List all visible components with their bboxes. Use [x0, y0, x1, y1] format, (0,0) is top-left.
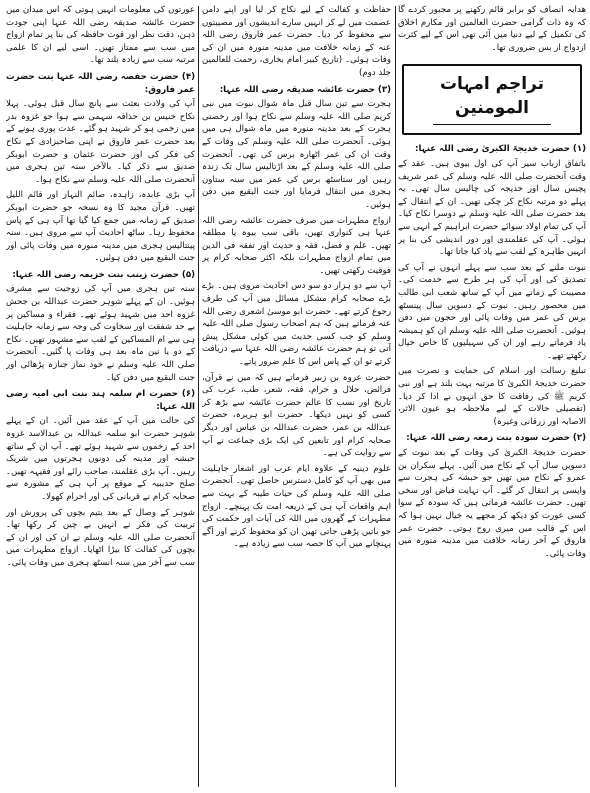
- column-divider-left: [198, 6, 199, 787]
- section-paragraph: آپ کی ولادت بعثت سے پانچ سال قبل ہوئی۔ پہلا نکاح خنیس بن حذافہ سہمی سے ہوا جو غزوہ بدر میں زخمی ہو کر شہید ہو گئے۔ عدت پوری ہونے کے بعد حضرت عمر فاروق نے اپنی صاحبزادی کے نکاح کی فکر کی اور حضرت عثمان و حضرت ابوبکر صدیق سے ذکر کیا۔ بالآخر سنہ تین ہجری میں آنحضرت صلی اللہ علیہ وسلم سے نکاح ہوا۔: [6, 99, 195, 185]
- section-paragraph: تبلیغ رسالت اور اسلام کی حمایت و نصرت میں حضرت خدیجۃ الکبریٰ کا مرتبہ بہت بلند ہے اور نبی کریم ﷺ کی رفاقت کا حق انہوں نے ادا کر دیا۔ (تفصیلی حالات کے لیے ملاحظہ ہو عیون الاثر، الاصابہ اور زرقانی وغیرہ): [398, 366, 586, 427]
- section-paragraph: علوم دینیہ کے علاوہ ایام عرب اور اشعار جاہلیت میں بھی آپ کو کامل دسترس حاصل تھی۔ آنحضرت صلی اللہ علیہ وسلم کی حیات طیبہ کے بہت سے اہم واقعات آپ ہی کے ذریعہ امت تک پہنچے۔ ازواج مطہرات کے گھروں میں اللہ کی آیات اور حکمت کی جو باتیں پڑھی جاتی تھیں ان کو محفوظ کرنے اور آگے پہنچانے میں آپ کا حصہ سب سے زیادہ ہے۔: [202, 463, 391, 550]
- section-paragraph: شوہر کے وصال کے بعد یتیم بچوں کی پرورش اور تربیت کی فکر نے انہیں بے چین کر رکھا تھا۔ آنحضرت صلی اللہ علیہ وسلم نے ان کی اور ان کے بچوں کی کفالت کا بیڑا اٹھایا۔ ازواج مطہرات میں سب سے آخر میں سنہ انسٹھ ہجری میں وفات پائی۔: [6, 507, 195, 568]
- left-intro-paragraph: عورتوں کی معلومات انہیں ہوتی کہ اس میدان میں حضرت عائشہ صدیقہ رضی اللہ عنہا اپنی جودت ذہن، دقت نظر اور قوت حافظہ کی بنا پر تمام ازواج میں سب سے ممتاز تھیں۔ اسی لیے ان کا علمی مرتبہ سب سے زیادہ بلند تھا۔: [6, 5, 195, 66]
- page-title: تراجم امہات المومنین: [439, 74, 545, 119]
- left-column: [6, 4, 195, 789]
- section-aisha: [202, 84, 391, 551]
- section-sauda: [398, 432, 586, 560]
- column-divider-right: [395, 6, 396, 787]
- section-heading: (۶) حضرت ام سلمہ ہند بنت ابی امیہ رضی اللہ عنہا:: [6, 389, 195, 412]
- section-paragraph: باتفاق ارباب سیر آپ کی اول بیوی ہیں۔ عقد کے وقت آنحضرت صلی اللہ علیہ وسلم کی عمر شریف پچیس سال اور خدیجہ کی چالیس سال تھی۔ یہ پہلے دو مرتبہ نکاح کر چکی تھیں۔ ان کے انتقال کے بعد حضرت صلی اللہ علیہ وسلم نے دوسرا نکاح کیا۔ آپ کی تمام اولاد سوائے حضرت ابراہیم کے انہی سے ہوئی۔ آپ کی عقلمندی اور دور اندیشی کی بنا پر انہیں طاہرہ کے لقب سے یاد کیا جاتا تھا۔: [398, 158, 586, 258]
- section-paragraph: سنہ تین ہجری میں آپ کی زوجیت سے مشرف ہوئیں۔ ان کے پہلے شوہر حضرت عبداللہ بن جحش غزوہ احد میں شہید ہوئے تھے۔ فقراء و مساکین پر بے حد شفقت اور سخاوت کی وجہ سے زمانہ جاہلیت ہی سے ام المساکین کے لقب سے مشہور تھیں۔ نکاح کے دو یا تین ماہ بعد ہی وفات پا گئیں۔ آنحضرت صلی اللہ علیہ وسلم نے خود نماز جنازہ پڑھائی اور جنت البقیع میں دفن کیا۔: [6, 284, 195, 383]
- section-paragraph: آپ بڑی عابدہ، زاہدہ، صائم النہار اور قائم اللیل تھیں۔ قرآن مجید کا وہ نسخہ جو حضرت ابوبکر صدیق کے زمانہ میں جمع کیا گیا تھا آپ ہی کے پاس محفوظ رہا۔ ساٹھ احادیث آپ سے مروی ہیں۔ سنہ پینتالیس ہجری میں مدینہ منورہ میں وفات پائی اور جنت البقیع میں دفن ہوئیں۔: [6, 190, 195, 264]
- section-paragraph: ازواج مطہرات میں صرف حضرت عائشہ رضی اللہ عنہا ہی کنواری تھیں، باقی سب بیوہ یا مطلقہ تھیں۔ علم و فضل، فقہ و حدیث اور تفقہ فی الدین میں تمام ازواج مطہرات بلکہ اکثر صحابہ کرام پر فوقیت رکھتی تھیں۔: [202, 215, 391, 276]
- section-heading: (۳) حضرت عائشہ صدیقہ رضی اللہ عنہا:: [219, 84, 391, 95]
- section-paragraph: نبوت ملنے کے بعد سب سے پہلے انہوں نے آپ کی تصدیق کی اور آپ کی ہر طرح سے خدمت کی۔ مصیبت کے زمانے میں آپ کے ساتھ شعب ابی طالب میں محصور رہیں۔ نبوت کے دسویں سال پینسٹھ برس کی عمر میں وفات پائی اور حجون میں دفن ہوئیں۔ آنحضرت صلی اللہ علیہ وسلم ان کو ہمیشہ یاد فرماتے رہے اور ان کی سہیلیوں کا خاص خیال رکھتے تھے۔: [398, 262, 586, 361]
- section-heading: (۴) حضرت حفصہ رضی اللہ عنہا بنت حضرت عمر فاروق:: [6, 71, 195, 95]
- middle-intro-paragraph: حفاظت و کفالت کے لیے نکاح کر لیا اور اپنے دامن عصمت میں لے کر انہیں سارے اندیشوں اور مصیبتوں سے محفوظ کر دیا۔ حضرت عمر فاروق رضی اللہ عنہ کے زمانہ خلافت میں مدینہ منورہ میں ان کی وفات ہوئی۔ (تاریخ کبیر امام بخاری، رحمت للعالمین جلد دوم): [202, 5, 391, 78]
- section-paragraph: حضرت خدیجۃ الکبریٰ کی وفات کے بعد نبوت کے دسویں سال آپ کے نکاح میں آئیں۔ پہلے سکران بن عمرو کے نکاح میں تھیں جو حبشہ کی ہجرت سے واپسی پر انتقال کر گئے۔ آپ نہایت فیاض اور سخی تھیں۔ حضرت عائشہ فرماتی ہیں کہ سودہ کے سوا کسی عورت کو دیکھ کر مجھے یہ خیال نہیں ہوا کہ اس کے قالب میں میری روح ہوتی۔ حضرت عمر فاروق کے آخر زمانہ خلافت میں مدینہ منورہ میں وفات پائی۔: [398, 448, 586, 559]
- right-column: [398, 4, 586, 789]
- section-paragraph: آپ سے دو ہزار دو سو دس احادیث مروی ہیں۔ بڑے بڑے صحابہ کرام مشکل مسائل میں آپ کی طرف رجوع کرتے تھے۔ حضرت ابو موسیٰ اشعری رضی اللہ عنہ فرماتے ہیں کہ ہم اصحاب رسول صلی اللہ علیہ وسلم کو جب کسی حدیث میں کوئی مشکل پیش آتی تو ہم حضرت عائشہ رضی اللہ عنہا سے دریافت کرتے تو ان کے پاس اس کا علم ضرور پاتے۔: [202, 281, 391, 368]
- section-khadija: [398, 143, 586, 428]
- section-heading: (۲) حضرت سودہ بنت زمعہ رضی اللہ عنہا:: [406, 433, 586, 444]
- section-paragraph: ہجرت سے تین سال قبل ماہ شوال نبوت میں نبی کریم صلی اللہ علیہ وسلم سے نکاح ہوا اور رخصتی ہجرت کے بعد مدینہ منورہ میں ماہ شوال ہی میں ہوئی۔ آنحضرت صلی اللہ علیہ وسلم کی وفات کے وقت ان کی عمر اٹھارہ برس کی تھی۔ آنحضرت صلی اللہ علیہ وسلم کے بعد اڑتالیس سال تک زندہ رہیں اور ستاسٹھ برس کی عمر میں سنہ ستاون ہجری میں انتقال فرمایا اور جنت البقیع میں دفن ہوئیں۔: [202, 99, 391, 210]
- page-title-box: [402, 64, 582, 135]
- section-hafsa: [6, 71, 195, 265]
- section-zainab-khuzaima: [6, 269, 195, 384]
- section-paragraph: کی حالت میں آپ کے عقد میں آئیں۔ ان کے پہلے شوہر حضرت ابو سلمہ عبداللہ بن عبدالاسد غزوہ احد کے زخموں سے شہید ہوئے تھے۔ آپ ان کے ساتھ حبشہ اور مدینہ کی دونوں ہجرتوں میں شریک رہیں۔ آپ بڑی عقلمند، صاحب رائے اور فقیہہ تھیں۔ صلح حدیبیہ کے موقع پر آپ ہی کے مشورہ سے صحابہ کرام نے قربانی کی اور احرام کھولا۔: [6, 416, 195, 502]
- section-umm-salama: [6, 388, 195, 569]
- section-heading: (۵) حضرت زینب بنت خزیمہ رضی اللہ عنہا:: [12, 269, 195, 280]
- middle-column: [202, 4, 391, 789]
- section-heading: (۱) حضرت خدیجۃ الکبریٰ رضی اللہ عنہا:: [415, 144, 586, 155]
- title-underline: [433, 124, 551, 125]
- section-paragraph: حضرت عروہ بن زبیر فرماتے ہیں کہ میں نے قرآن، فرائض، حلال و حرام، فقہ، شعر، طب، عرب کی تاریخ اور نسب کا عالم حضرت عائشہ سے بڑھ کر کسی کو نہیں دیکھا۔ حضرت ابو ہریرہ، حضرت عبداللہ بن عمر، حضرت عبداللہ بن عباس اور دیگر صحابہ کرام اور تابعین کی ایک بڑی جماعت نے آپ سے روایت کی ہے۔: [202, 372, 391, 459]
- right-intro-paragraph: ھدایہ انصاف کو برابر قائم رکھنے پر مجبور کردے گا کہ وہ ذات گرامی حضرت العالمین اور مکارم اخلاق کی تکمیل کے لیے دنیا میں آئی تھی اس کے لیے کثرت ازدواج از بس ضروری تھا۔: [398, 5, 586, 53]
